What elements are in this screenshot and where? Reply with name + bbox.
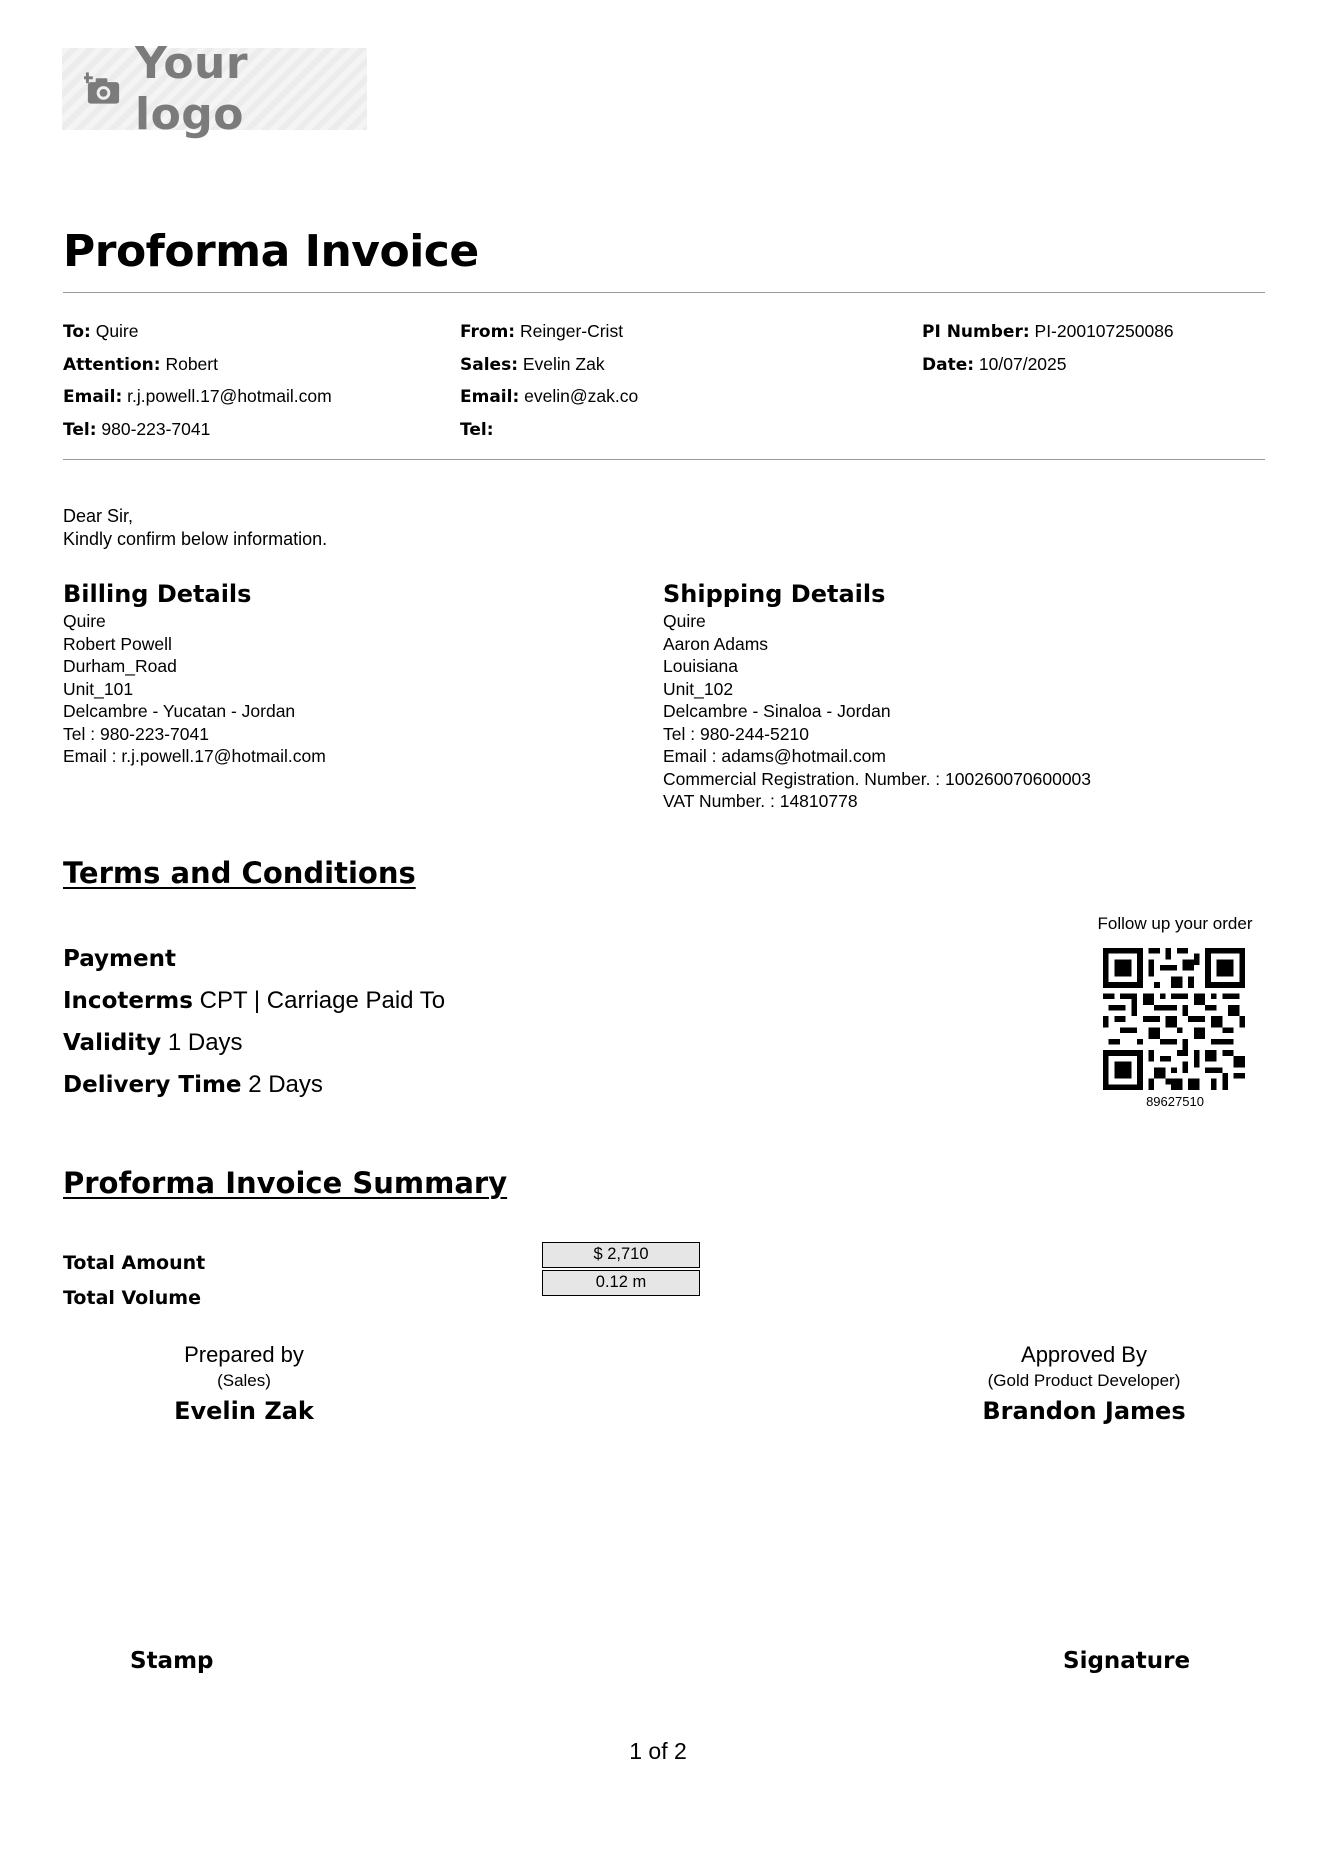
incoterms-value: CPT | Carriage Paid To [199,987,446,1014]
greeting [63,505,327,551]
greeting-line-2: Kindly confirm below information. [63,529,328,549]
divider-meta [63,459,1265,460]
date-row: Date: 10/07/2025 [922,353,1067,375]
payment-label: Payment [63,946,176,972]
billing-address [63,610,326,768]
qr-code[interactable] [1103,948,1245,1090]
approved-by-role: (Gold Product Developer) [987,1371,1181,1390]
billing-line: Quire [63,611,106,631]
from-row: From: Reinger-Crist [460,321,624,342]
shipping-line: VAT Number. : 14810778 [663,791,858,811]
page-number: 1 of 2 [629,1738,687,1764]
delivery-label: Delivery Time [63,1072,242,1098]
email-from-row: Email: evelin@zak.co [460,386,639,407]
billing-line: Durham_Road [63,656,177,676]
qr-number: 89627510 [1146,1094,1204,1109]
company-logo [62,38,367,140]
delivery-row [63,1064,445,1106]
shipping-details [663,580,1091,813]
total-amount-label: Total Amount [63,1252,206,1274]
shipping-line: Quire [663,611,706,631]
prepared-by-label: Prepared by [184,1342,304,1367]
validity-row [63,1022,445,1064]
shipping-line: Email : adams@hotmail.com [663,746,886,766]
approved-by-name: Brandon James [982,1397,1186,1425]
total-volume-label: Total Volume [63,1287,201,1309]
billing-details [63,580,326,768]
billing-line: Tel : 980-223-7041 [63,723,209,744]
summary-heading: Proforma Invoice Summary [63,1166,508,1200]
shipping-address [663,610,1091,813]
email-from-value: evelin@zak.co [524,386,639,406]
delivery-value: 2 Days [248,1071,323,1098]
sales-value: Evelin Zak [522,353,605,374]
total-amount-value: $ 2,710 [542,1242,700,1268]
pi-number-value: PI-200107250086 [1034,321,1174,341]
shipping-line: Louisiana [663,656,738,676]
approved-by-block [924,1340,1244,1431]
tel-to-value: 980-223-7041 [101,418,211,439]
date-value: 10/07/2025 [978,353,1067,374]
invoice-info [922,316,1174,381]
validity-label: Validity [63,1030,162,1056]
email-to-row: Email: r.j.powell.17@hotmail.com [63,386,332,407]
prepared-by-block [84,1340,404,1431]
sales-row: Sales: Evelin Zak [460,353,605,375]
incoterms-label: Incoterms [63,988,193,1014]
tel-to-row: Tel: 980-223-7041 [63,418,211,440]
billing-line: Unit_101 [63,678,134,699]
approved-by-label: Approved By [1021,1342,1147,1367]
billing-line: Delcambre - Yucatan - Jordan [63,701,296,721]
attention-row: Attention: Robert [63,353,218,375]
to-row: To: Quire [63,321,139,342]
shipping-line: Commercial Registration. Number. : 100260070600003 [663,768,1092,789]
page-title: Proforma Invoice [63,226,479,277]
shipping-line: Aaron Adams [663,633,769,654]
billing-heading: Billing Details [63,580,252,608]
signature-label: Signature [1063,1648,1191,1674]
billing-line: Email : r.j.powell.17@hotmail.com [63,746,326,766]
prepared-by-role: (Sales) [217,1371,271,1390]
stamp-label: Stamp [130,1648,214,1674]
divider-top [63,292,1265,293]
terms-heading: Terms and Conditions [63,856,416,890]
tel-from-row: Tel: [460,419,494,440]
from-value: Reinger-Crist [519,321,624,341]
greeting-line-1: Dear Sir, [63,506,134,526]
validity-value: 1 Days [167,1029,243,1056]
qr-caption: Follow up your order [1097,914,1253,933]
pi-number-row: PI Number: PI-200107250086 [922,321,1174,342]
total-volume-value: 0.12 m [542,1270,700,1296]
payment-row [63,938,445,980]
shipping-heading: Shipping Details [663,580,886,608]
shipping-line: Delcambre - Sinaloa - Jordan [663,701,891,721]
incoterms-row [63,980,445,1022]
shipping-line: Tel : 980-244-5210 [663,723,809,744]
recipient-info [63,316,332,446]
summary-labels [63,1246,205,1316]
sender-info [460,316,638,446]
billing-line: Robert Powell [63,633,172,654]
terms-list [63,938,445,1106]
to-value: Quire [95,321,139,341]
logo-text: Your logo [135,38,249,140]
email-to-value: r.j.powell.17@hotmail.com [127,386,332,406]
prepared-by-name: Evelin Zak [174,1397,314,1425]
camera-plus-icon [84,71,123,107]
shipping-line: Unit_102 [663,678,734,699]
attention-value: Robert [165,353,218,374]
